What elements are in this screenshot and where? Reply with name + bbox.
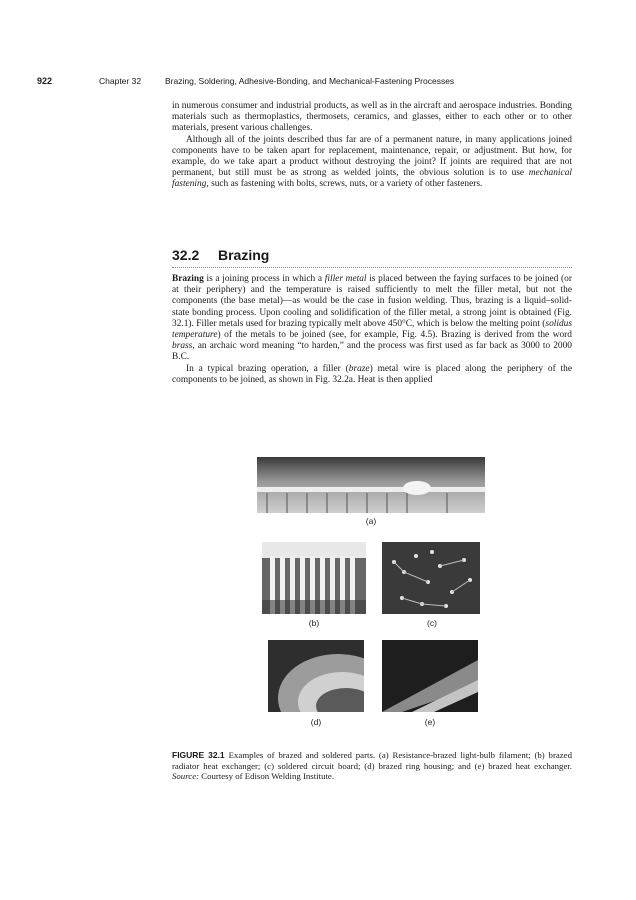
figure-label: FIGURE 32.1 <box>172 750 225 760</box>
radiator-image <box>262 542 366 614</box>
label-c: (c) <box>427 618 437 628</box>
intro-paragraph-2: Although all of the joints described thus far are of a permanent nature, in many applications joined components have to be taken apart for replacement, maintenance, repair, or adjustment. But how, for example, do we take apart a product without destroying the joint? If joints are required that are not permanent, but still must be as strong as welded joints, the obvious solution is to use mechanical fastening, such as fastening with bolts, screws, nuts, or a variety of other fasteners. <box>172 134 572 190</box>
filament-image <box>257 457 485 513</box>
section-title: Brazing <box>218 247 270 263</box>
photo-circuit-board <box>382 542 480 614</box>
photo-radiator <box>262 542 366 614</box>
brazing-paragraph-2: In a typical brazing operation, a filler (braze) metal wire is placed along the periphery of the components to be joined, as shown in Fig. 32.2a. Heat is then applied <box>172 363 572 385</box>
running-header <box>37 76 616 90</box>
brazing-paragraph-1: Brazing is a joining process in which a filler metal is placed between the faying surfaces to be joined (or at their periphery) and the temperature is raised sufficiently to melt the filler metal, but not the components (the base metal)—as would be the case in fusion welding. Thus, brazing is a liquid–solid-state bonding process. Upon cooling and solidification of the filler metal, a strong joint is obtained (Fig. 32.1). Filler metals used for brazing typically melt above 450°C, which is below the melting point (solidus temperature) of the metals to be joined (see, for example, Fig. 4.5). Brazing is derived from the word brass, an archaic word meaning “to harden,” and the process was first used as far back as 3000 to 2000 B.C. <box>172 274 572 363</box>
chapter-label: Chapter 32 <box>99 76 142 86</box>
circuit-board-image <box>382 542 480 614</box>
section-rule <box>172 267 572 268</box>
intro-text <box>172 101 572 191</box>
photo-ring-housing <box>268 640 364 712</box>
page-number: 922 <box>37 76 53 86</box>
chapter-title: Brazing, Soldering, Adhesive-Bonding, and Mechanical-Fastening Processes <box>165 76 455 86</box>
intro-paragraph-1: in numerous consumer and industrial products, as well as in the aircraft and aerospace industries. Bonding materials such as thermoplastics, thermosets, ceramics, and glasses, either to each other or to other materials, present various challenges. <box>172 101 572 134</box>
label-e: (e) <box>424 717 436 727</box>
section-heading <box>172 247 572 267</box>
label-a: (a) <box>365 516 377 526</box>
heat-exchanger-image <box>382 640 478 712</box>
photo-heat-exchanger <box>382 640 478 712</box>
label-d: (d) <box>310 717 322 727</box>
ring-housing-image <box>268 640 364 712</box>
figure-caption: FIGURE 32.1 Examples of brazed and soldered parts. (a) Resistance-brazed light-bulb filament; (b) brazed radiator heat exchanger; (c) soldered circuit board; (d) brazed ring housing; and (e) brazed heat exchanger. Source: Courtesy of Edison Welding Institute. <box>172 750 572 781</box>
brazing-text <box>172 274 572 386</box>
photo-filament <box>257 457 485 513</box>
section-number: 32.2 <box>172 247 200 263</box>
label-b: (b) <box>308 618 320 628</box>
